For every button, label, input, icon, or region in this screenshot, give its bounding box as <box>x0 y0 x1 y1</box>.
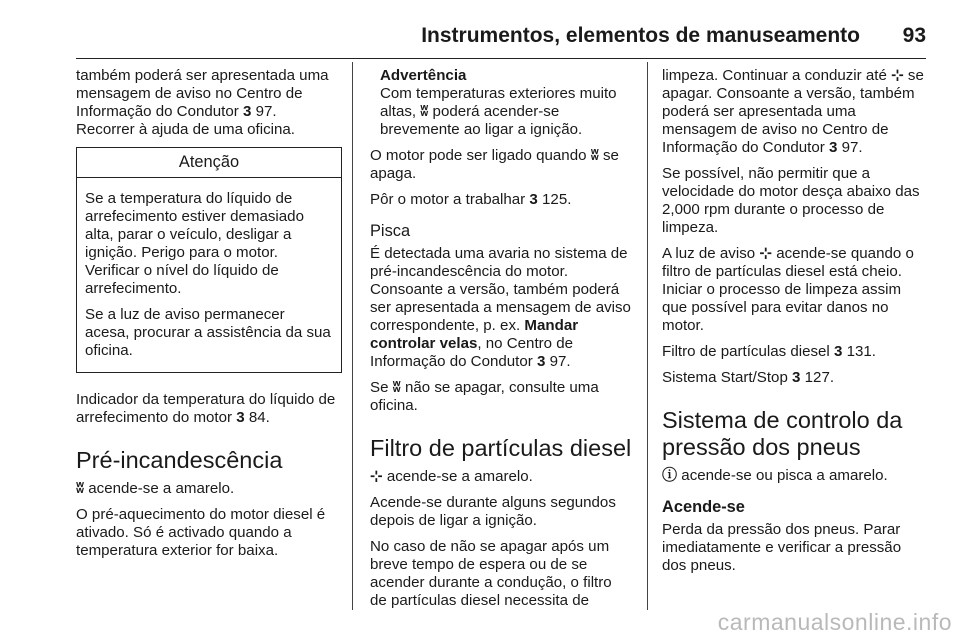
page-ref-arrow-icon: 3 <box>792 369 801 386</box>
paragraph: limpeza. Continuar a conduzir até ⊹ se apagar. Consoante a versão, também poderá ser apresentada uma mensagem de aviso no Centro de Informação do Condutor 3 97. <box>662 67 924 156</box>
particle-filter-icon: ⊹ <box>370 468 383 485</box>
particle-filter-icon: ⊹ <box>759 245 772 262</box>
paragraph: O pré-aquecimento do motor diesel é ativado. Só é activado quando a temperatura exterior for baixa. <box>76 506 326 559</box>
page-title: Instrumentos, elementos de manuseamento <box>421 24 860 47</box>
section-heading: Pré-incandescência <box>76 447 283 473</box>
page-ref-link[interactable]: 127. <box>804 369 835 386</box>
paragraph: No caso de não se apagar após um breve tempo de espera ou de se acender durante a condução, o filtro de partículas diesel necessita de <box>370 538 612 609</box>
paragraph: Se ʬ não se apagar, consulte uma oficina. <box>370 379 599 414</box>
paragraph: ⓘ acende-se ou pisca a amarelo. <box>662 467 888 484</box>
page-ref-arrow-icon: 3 <box>529 191 538 208</box>
warning-title: Advertência <box>380 67 467 84</box>
glow-plug-icon: ʬ <box>590 147 599 164</box>
caution-text: Se a luz de aviso permanecer acesa, procurar a assistência da sua oficina. <box>85 306 331 359</box>
paragraph: Acende-se durante alguns segundos depois de ligar a ignição. <box>370 494 616 529</box>
page-ref-link[interactable]: 97. <box>549 353 571 370</box>
page-header <box>0 0 960 62</box>
warning-note: Advertência Com temperaturas exteriores muito altas, ʬ poderá acender-se brevemente ao ligar a ignição. <box>370 67 632 139</box>
page-ref-arrow-icon: 3 <box>834 343 843 360</box>
glow-plug-icon: ʬ <box>420 103 429 120</box>
paragraph: também poderá ser apresentada uma mensagem de aviso no Centro de Informação do Condutor 3 97. <box>76 67 329 120</box>
paragraph: ʬ acende-se a amarelo. <box>76 480 235 497</box>
column-divider-2 <box>647 62 648 610</box>
page-ref-arrow-icon: 3 <box>236 409 245 426</box>
caution-title: Atenção <box>77 148 341 178</box>
paragraph: ⊹ acende-se a amarelo. <box>370 468 533 485</box>
paragraph: O motor pode ser ligado quando ʬ se apaga. <box>370 147 619 182</box>
particle-filter-icon: ⊹ <box>891 67 904 84</box>
section-heading: Filtro de partículas diesel <box>370 435 632 461</box>
watermark: carmanualsonline.info <box>717 609 952 635</box>
paragraph: Recorrer à ajuda de uma oficina. <box>76 121 295 138</box>
subsection-heading: Acende-se <box>662 498 745 516</box>
message-text: Mandar controlar velas <box>370 317 579 352</box>
paragraph: É detectada uma avaria no sistema de pré-incandescência do motor. Consoante a versão, também poderá ser apresentada a mensagem de aviso correspondente, p. ex. Mandar controlar velas, no Centro de Informação do Condutor 3 97. <box>370 245 631 370</box>
page-ref-link[interactable]: 125. <box>542 191 572 208</box>
column-1 <box>76 67 342 568</box>
paragraph: Sistema Start/Stop 3 127. <box>662 369 835 386</box>
page-ref-arrow-icon: 3 <box>536 353 546 370</box>
paragraph: Perda da pressão dos pneus. Parar imediatamente e verificar a pressão dos pneus. <box>662 521 902 574</box>
page-number: 93 <box>902 24 926 47</box>
page-ref-link[interactable]: 97. <box>841 139 863 156</box>
paragraph: Se possível, não permitir que a velocidade do motor desça abaixo das 2,000 rpm durante o processo de limpeza. <box>662 165 920 236</box>
tyre-pressure-icon: ⓘ <box>662 467 678 484</box>
glow-plug-icon: ʬ <box>76 480 85 497</box>
caution-box <box>76 147 342 373</box>
paragraph: Filtro de partículas diesel 3 131. <box>662 343 876 360</box>
page-ref-arrow-icon: 3 <box>242 103 252 120</box>
column-3 <box>662 67 928 583</box>
header-divider <box>76 58 926 59</box>
section-heading: Sistema de controlo da pressão dos pneus <box>662 407 903 460</box>
paragraph: Indicador da temperatura do líquido de arrefecimento do motor 3 84. <box>76 391 336 426</box>
page-ref-arrow-icon: 3 <box>828 139 838 156</box>
glow-plug-icon: ʬ <box>392 379 401 396</box>
column-2 <box>370 67 632 618</box>
paragraph: A luz de aviso ⊹ acende-se quando o filtro de partículas diesel está cheio. Iniciar o processo de limpeza assim que possível para evitar danos no motor. <box>662 245 914 334</box>
caution-text: Se a temperatura do líquido de arrefecimento estiver demasiado alta, parar o veículo, desligar a ignição. Perigo para o motor. Verificar o nível do líquido de arrefecimento. <box>85 190 304 297</box>
column-divider-1 <box>352 62 353 610</box>
subsection-heading: Pisca <box>370 222 411 240</box>
page-ref-link[interactable]: 97. <box>255 103 277 120</box>
page-ref-link[interactable]: 84. <box>248 409 270 426</box>
paragraph: Pôr o motor a trabalhar 3 125. <box>370 191 572 208</box>
page-ref-link[interactable]: 131. <box>846 343 876 360</box>
